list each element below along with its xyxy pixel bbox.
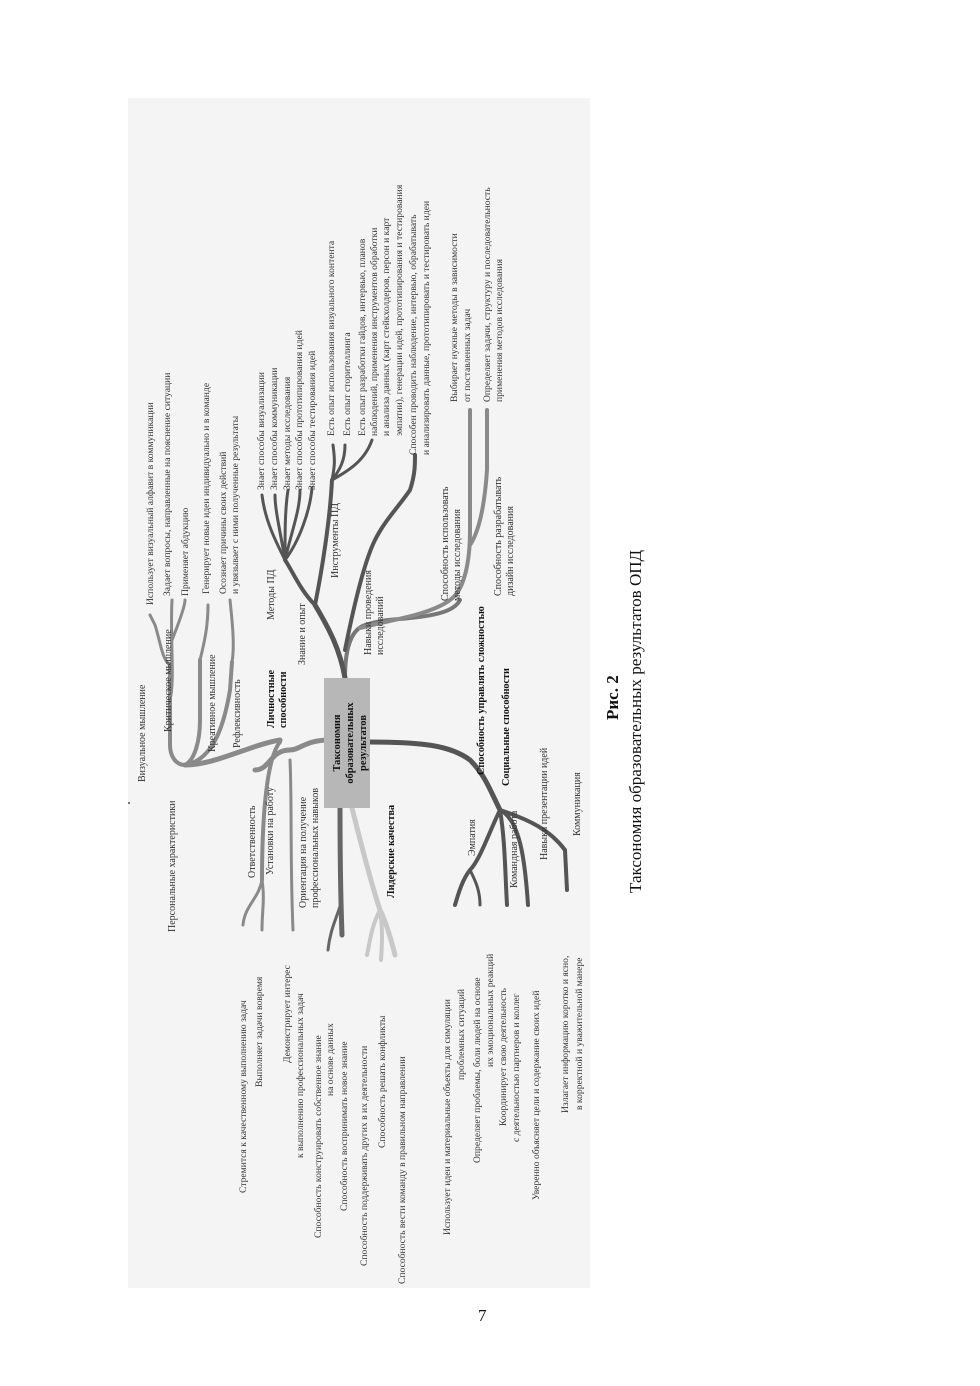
sub-work-attitude: Установки на работу: [265, 787, 276, 875]
branch-personal-label: Личностные способности: [266, 669, 289, 728]
leaf-generates-ideas: Генерирует новые идеи индивидуально и в команде: [201, 382, 212, 594]
sub-use-research-methods: Способность использовать методы исследования: [440, 486, 463, 601]
branch-complexity-label: Способность управлять сложностью: [476, 606, 487, 775]
leaf-explains-goals: Уверенно объясняет цели и содержание своих идей: [531, 990, 542, 1200]
stray-mark: [128, 802, 130, 804]
leaf-defines-pain-2: их эмоциональных реакций: [485, 953, 496, 1067]
branch-knowledge-label: Знание и опыт: [297, 603, 308, 665]
leaf-visual-alphabet: Использует визуальный алфавит в коммуникации: [145, 402, 156, 605]
branch-social-label: Социальные способности: [501, 668, 512, 786]
sub-teamwork: Командная работа: [509, 810, 520, 888]
leaf-files-4: эмпатии), генерации идей, прототипирования и тестирования: [394, 184, 405, 436]
leaf-defines-tasks-2: применения методов исследования: [494, 259, 505, 402]
leaf-construct-1: Способность конструировать собственное знание: [313, 1035, 324, 1238]
leaf-knows-communication: Знает способы коммуникации: [269, 367, 280, 490]
leaf-files-1: Есть опыт разработки гайдов, интервью, планов: [357, 238, 368, 436]
root-node-label: Таксономия образовательных результатов: [332, 702, 369, 784]
leaf-support-others: Способность поддерживать других в их деятельности: [359, 1045, 370, 1266]
leaf-lead-team: Способность вести команду в правильном направлении: [397, 1056, 408, 1284]
sub-communication: Коммуникация: [572, 772, 583, 836]
leaf-coordinates-1: Координирует свою деятельность: [498, 988, 509, 1126]
leaf-aware-causes-2: и увязывает с ними полученные результаты: [230, 415, 241, 594]
leaf-defines-tasks-1: Определяет задачи, структуру и последовательность: [482, 187, 493, 402]
leaf-quality-tasks: Стремится к качественному выполнению задач: [238, 1000, 249, 1193]
leaf-states-info-2: в корректной и уважительной манере: [574, 957, 585, 1110]
sub-design-research: Способность разрабатывать дизайн исследования: [493, 476, 516, 596]
leaf-knows-research: Знает методы исследования: [282, 376, 293, 490]
sub-reflexivity: Рефлексивность: [232, 679, 243, 748]
leaf-coordinates-2: с деятельностью партнеров и коллег: [511, 993, 522, 1142]
leaf-knows-prototyping: Знает способы прототипирования идей: [294, 330, 305, 490]
leaf-chooses-1: Выбирает нужные методы в зависимости: [449, 233, 460, 402]
leaf-interest-2: к выполнению профессиональных задач: [295, 993, 306, 1158]
leaf-observe-2: и анализировать данные, прототипировать и тестировать идеи: [421, 200, 432, 455]
branch-knowledge-line: [315, 605, 345, 678]
sub-pd-tools: Инструменты ПД: [330, 503, 341, 578]
sub-research-skills: Навыки проведения исследований: [363, 570, 386, 655]
leaf-knows-testing: Знает способы тестирования идей: [307, 350, 318, 490]
leaf-files-3: и анализа данных (карт стейкхолдеров, персон и карт: [381, 217, 392, 436]
leaf-on-time: Выполняет задачи вовремя: [254, 976, 265, 1087]
sub-critical-thinking: Критическое мышление: [163, 629, 174, 732]
leaf-chooses-2: от поставленных задач: [462, 308, 473, 402]
leaf-visual-content: Есть опыт использования визуального контента: [326, 240, 337, 436]
leaf-defines-pain-1: Определяет проблемы, боли людей на основе: [472, 977, 483, 1163]
leaf-asks-questions: Задает вопросы, направленные на пояснение ситуации: [162, 372, 173, 596]
leaf-perceive-new: Способность воспринимать новое знание: [339, 1041, 350, 1211]
figure-number: Рис. 2: [603, 675, 622, 720]
sub-pd-methods: Методы ПД: [266, 569, 277, 620]
leaf-observe-1: Способен проводить наблюдение, интервью, обрабатывать: [408, 214, 419, 455]
sub-personal-characteristics: Персональные характеристики: [167, 800, 178, 932]
sub-visual-thinking: Визуальное мышление: [137, 684, 148, 782]
leaf-uses-objects-2: проблемных ситуаций: [456, 988, 467, 1080]
leaf-states-info-1: Излагает информацию коротко и ясно,: [560, 955, 571, 1113]
leaf-files-2: наблюдений, применения инструментов обработки: [369, 227, 380, 436]
leaf-uses-objects-1: Использует идеи и материальные объекты для симуляции: [442, 999, 453, 1235]
page-number: 7: [478, 1306, 487, 1325]
leaf-abduction: Применяет абдукцию: [180, 507, 191, 596]
leaf-construct-2: на основе данных: [325, 1023, 336, 1096]
leaf-resolve-conflicts: Способность решать конфликты: [377, 1015, 388, 1148]
figure-title: Таксономия образовательных результатов ОПД: [626, 549, 645, 893]
leaf-knows-visualization: Знает способы визуализации: [256, 372, 267, 490]
leaf-aware-causes-1: Осознает причины своих действий: [218, 451, 229, 594]
leaf-storytelling: Есть опыт сторителлинга: [342, 332, 353, 436]
sub-idea-presentation: Навыки презентации идей: [539, 747, 550, 860]
sub-creative-thinking: Креативное мышление: [207, 654, 218, 752]
branch-leadership-label: Лидерские качества: [386, 804, 397, 898]
leaf-interest-1: Демонстрирует интерес: [282, 965, 293, 1063]
sub-empathy: Эмпатия: [467, 819, 478, 856]
sub-responsibility: Ответственность: [247, 805, 258, 878]
sub-professional-orientation: Ориентация на получение профессиональных навыков: [298, 787, 321, 908]
